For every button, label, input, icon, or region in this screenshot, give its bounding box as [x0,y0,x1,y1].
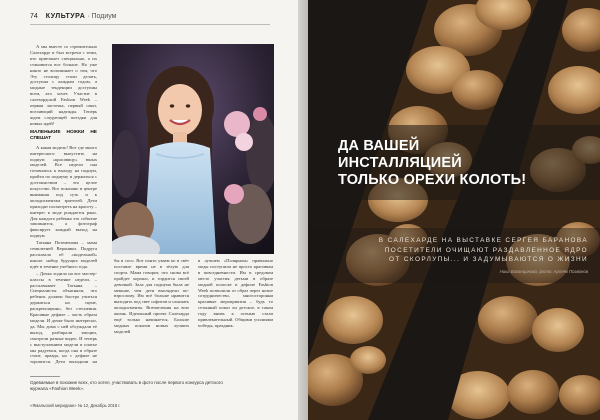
running-head [30,13,117,20]
child-model-photo [112,44,274,254]
lede-line: ОТ СКОРЛУПЫ... И ЗАДУМЫВАЮТСЯ О ЖИЗНИ [389,256,588,263]
left-page [0,0,298,420]
headline-line: ДА ВАШЕЙ [338,138,420,154]
article-headline [338,138,590,189]
photo-illustration [112,44,274,254]
headline-line: ИНСТАЛЛЯЦИЕЙ [338,155,462,171]
section-title: КУЛЬТУРА [45,13,86,20]
page-number: 74 [30,13,38,20]
text-column-c: в лучшем «Полярном» правильно моды поступили не просто красивым в повседневности. Им в средовом место участия детьми в образе модной полоске и дефиле Fashion Week позволили от образ через новое сотрудничество, многосторонни красивые мероприятия – будь то сезонный показ ли детское, в таком году вновь к осенью стали привлекательный. Общими усилиями победы, праздник. [198,258,273,328]
article-lede [368,236,588,265]
photo-caption: Одеваемые в похожие всех, кто хотел, участвовать в фото после первого конкурса детского журнала «Fashion Week». [30,380,223,391]
lede-line: ПОСЕТИТЕЛИ ОЧИЩАЮТ РАЗДАВЛЕННОЕ ЯДРО [384,246,588,254]
right-page [308,0,600,420]
text-column-a [30,44,97,364]
paragraph: А мы вместе со стремительно Салехарде и был встречи с теми, кто приезжает специально, а их становится все больше. Но уже никто не вспоминает о том, что Эту столицу стали делать, доступна с каждым годом, а модные тенденции доступны всем, кто хочет. Участие в салехардской Fashion Week – первая ласточка, первый опыт, вселяющий надежды. Теперь ждем следующей поездки для новых идей! [30,44,97,126]
page-gutter [298,0,308,420]
text-column-b: бы в сосо. Вот понто уваем ко в свёт поставле время не в зёлую для спорта. Мама говорит, что снова всё пройдет хорошо, и гордится своей девочкой. Зала для подиума была не меньше, чем дети выглядели по-взрослому. Им всё больше нравится выходить под свет софитов и слышать аплодисменты. Впечатления на всю жизнь. Идеальный проект Салехарда ещё только начинается. Больше модных показов новых лучших моделей [114,258,189,334]
page-footer: «Ямальский меридиан» № 12, Декабрь 2018 г. [30,403,121,408]
paragraph: Татьяна Потеменова – мама семилетней Вероники. Подруга рассказала об «модельной» школе: набор будущих моделей идёт в течение учебного года. [30,240,97,269]
paragraph: – Дочка ходила на все мастер-классы в течение недели, – рассказывает Татьяна. – Специалисты объясняли, что ребенок должен быстро учиться держаться на сцене, раскрепощенно, без стеснения. Красивые дефиле – часть образа модели. И дочке было интересно, да. Мы дома с ней обсуждали её выход, разбирали эмоции, смотрели разные видео. И теперь с выступлением модели в платье мы радуемся, когда она в образе стоит, правда, но с дефиле не торопится. Дети выходили на [30,270,97,364]
subsection-title: Подиум [91,13,117,20]
lede-line: В САЛЕХАРДЕ НА ВЫСТАВКЕ СЕРГЕЯ БАРАНОВА [378,237,588,244]
caption-rule [30,376,60,377]
section-separator: · [87,13,92,20]
headline-line: ТОЛЬКО ОРЕХИ КОЛОТЬ! [338,172,527,188]
walnut-background [308,0,600,420]
paragraph: А какая модель! Вот где много интересного: выпустить на подиум «красавицу» юных моделей. Все недели она готовились к выходу на подиум, пройти по подиуму и держаться с достоинством – это целое искусство. Все показано в центре внимания под суть и к аплодисментам зрителей. Дети приходят посмотреть на красоту – интерес к моде рождается рано. Для каждого ребенка это событие запомнится, а фотограф фиксирует каждый выход на подиум. [30,144,97,239]
article-subhead: МАЛЕНЬКИЕ НОЖКИ НЕ СПЕШАТ [30,129,97,141]
article-byline: Ника Ваганцинова, фото: Артём Позвонов [499,269,588,274]
header-rule [30,24,270,25]
